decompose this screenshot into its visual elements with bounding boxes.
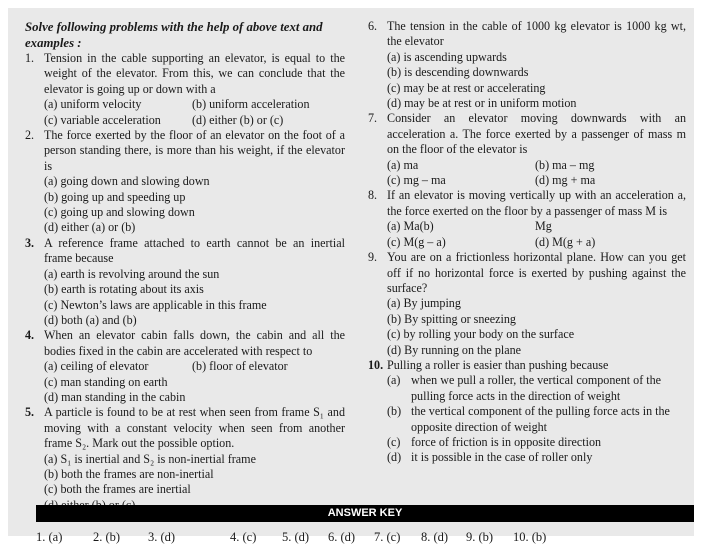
question-number: 5. [25, 405, 35, 420]
question-text: A particle is found to be at rest when seen from frame S₁ and moving with a constant velocity when seen from another frame S₂. Mark out the possible option. [44, 405, 345, 451]
answer-option: (d) mg + ma [535, 173, 596, 188]
answer-option: (a) By jumping [387, 296, 461, 311]
question-block [368, 111, 686, 188]
question-text: Consider an elevator moving downwards with an acceleration a. The force exerted by a passenger of mass m on the floor of the elevator is [387, 111, 686, 157]
question-text: You are on a frictionless horizontal plane. How can you get off if no horizontal force is exerted by pushing against the surface? [387, 250, 686, 295]
right-column [368, 19, 686, 466]
answer-option: (d) M(g + a) [535, 234, 596, 249]
answer-option: (b) ma – mg [535, 157, 595, 172]
question-text: When an elevator cabin falls down, the cabin and all the bodies fixed in the cabin are accelerated with respect to [44, 328, 345, 358]
question-text: If an elevator is moving vertically up with an acceleration a, the force exerted on the floor by a passenger of mass M is [387, 188, 686, 218]
answer-key-row [8, 527, 708, 547]
option-row [25, 97, 345, 112]
question-text: Tension in the cable supporting an elevator, is equal to the weight of the elevator. From this, we can conclude that the elevator is going up or down with a [44, 51, 345, 96]
answer-option: (b) earth is rotating about its axis [44, 282, 204, 297]
answer-option: (c) by rolling your body on the surface [387, 327, 575, 342]
answer-option: (b) uniform acceleration [192, 97, 310, 112]
question-stem [25, 128, 345, 174]
answer-option: (d) man standing in the cabin [44, 389, 186, 404]
option-label: (d) [387, 450, 402, 465]
answer-option [368, 404, 686, 435]
answer-key-item: 10. (b) [513, 530, 547, 544]
answer-option: (d) either (a) or (b) [44, 220, 136, 235]
worksheet-panel [8, 8, 694, 544]
answer-option: (d) either (b) or (c) [192, 112, 284, 127]
answer-key-title: ANSWER KEY [36, 505, 694, 522]
answer-option: (b) is descending downwards [387, 65, 529, 80]
question-stem [368, 188, 686, 219]
answer-option: (a) is ascending upwards [387, 49, 507, 64]
option-text: when we pull a roller, the vertical component of the pulling force acts in the direction of weight [411, 373, 662, 403]
question-block [25, 328, 345, 405]
question-block [368, 188, 686, 250]
option-row [368, 158, 686, 173]
question-text: The force exerted by the floor of an elevator on the foot of a person standing there, is more than his weight, if the elevator is [44, 128, 345, 173]
option-row [25, 113, 345, 128]
question-number: 2. [25, 128, 35, 143]
answer-option: (d) may be at rest or in uniform motion [387, 96, 577, 111]
answer-option: (a) earth is revolving around the sun [44, 266, 220, 281]
answer-option: (c) man standing on earth [44, 374, 168, 389]
question-number: 10. [368, 357, 384, 372]
answer-key-item: 4. (c) [230, 530, 257, 544]
question-text: Pulling a roller is easier than pushing because [387, 357, 609, 372]
answer-option [368, 435, 686, 450]
question-stem [25, 236, 345, 267]
answer-option: (c) mg – ma [387, 173, 446, 188]
question-number: 3. [25, 235, 35, 250]
left-column [25, 19, 345, 513]
question-block [368, 250, 686, 358]
answer-option: (a) ceiling of elevator [44, 359, 149, 374]
option-row [368, 235, 686, 250]
option-row [25, 359, 345, 374]
question-text: The tension in the cable of 1000 kg elevator is 1000 kg wt, the elevator [387, 19, 686, 49]
answer-option [368, 450, 686, 465]
answer-key-item: 6. (d) [328, 530, 356, 544]
question-block [25, 236, 345, 328]
answer-option: (b) floor of elevator [192, 359, 288, 374]
answer-option: (a) going down and slowing down [44, 174, 210, 189]
question-stem [368, 358, 686, 373]
question-block [368, 19, 686, 111]
option-label: (c) [387, 434, 401, 449]
question-number: 4. [25, 328, 35, 343]
option-row [368, 173, 686, 188]
question-block [368, 358, 686, 466]
question-stem [368, 111, 686, 157]
answer-option: (a) Ma(b) [387, 219, 434, 234]
answer-option [368, 373, 686, 404]
option-text: the vertical component of the pulling force acts in the opposite direction of weight [411, 404, 670, 434]
answer-key-item: 2. (b) [93, 530, 121, 544]
question-stem [25, 405, 345, 451]
option-row [368, 219, 686, 234]
answer-option: (c) Newton’s laws are applicable in this frame [44, 297, 267, 312]
question-number: 9. [368, 250, 378, 265]
question-block [25, 51, 345, 128]
section-heading: Solve following problems with the help of above text and examples : [25, 20, 323, 50]
answer-option: (b) By spitting or sneezing [387, 311, 516, 326]
option-text: force of friction is in opposite direction [411, 434, 602, 449]
answer-option: (a) S₁ is inertial and S₂ is non-inertial frame [44, 451, 256, 466]
answer-option: (d) both (a) and (b) [44, 312, 137, 327]
question-stem [25, 51, 345, 97]
question-stem [368, 250, 686, 296]
answer-option: (c) may be at rest or accelerating [387, 80, 546, 95]
answer-key-item: 7. (c) [374, 530, 401, 544]
question-stem [25, 328, 345, 359]
answer-key-item: 8. (d) [421, 530, 449, 544]
question-number: 6. [368, 19, 378, 33]
answer-option: (a) ma [387, 157, 419, 172]
answer-option: (a) uniform velocity [44, 97, 142, 112]
answer-option: (c) M(g – a) [387, 234, 446, 249]
option-label: (a) [387, 373, 401, 388]
answer-key-item: 5. (d) [282, 530, 310, 544]
answer-option: Mg [535, 219, 552, 234]
answer-option: (b) both the frames are non-inertial [44, 466, 214, 481]
question-number: 7. [368, 111, 378, 126]
answer-key-item: 3. (d) [148, 530, 176, 544]
question-number: 1. [25, 51, 35, 65]
answer-option: (b) going up and speeding up [44, 189, 186, 204]
option-text: it is possible in the case of roller only [411, 450, 593, 465]
question-stem [368, 19, 686, 50]
answer-key-item: 9. (b) [466, 530, 494, 544]
question-text: A reference frame attached to earth cannot be an inertial frame because [44, 235, 345, 266]
answer-option: (d) By running on the plane [387, 342, 522, 357]
answer-option: (c) both the frames are inertial [44, 482, 191, 497]
question-number: 8. [368, 188, 378, 203]
question-block [25, 128, 345, 236]
option-label: (b) [387, 404, 402, 419]
answer-option: (c) variable acceleration [44, 112, 161, 127]
answer-key-item: 1. (a) [36, 530, 63, 544]
question-block [25, 405, 345, 513]
answer-option: (c) going up and slowing down [44, 205, 195, 220]
